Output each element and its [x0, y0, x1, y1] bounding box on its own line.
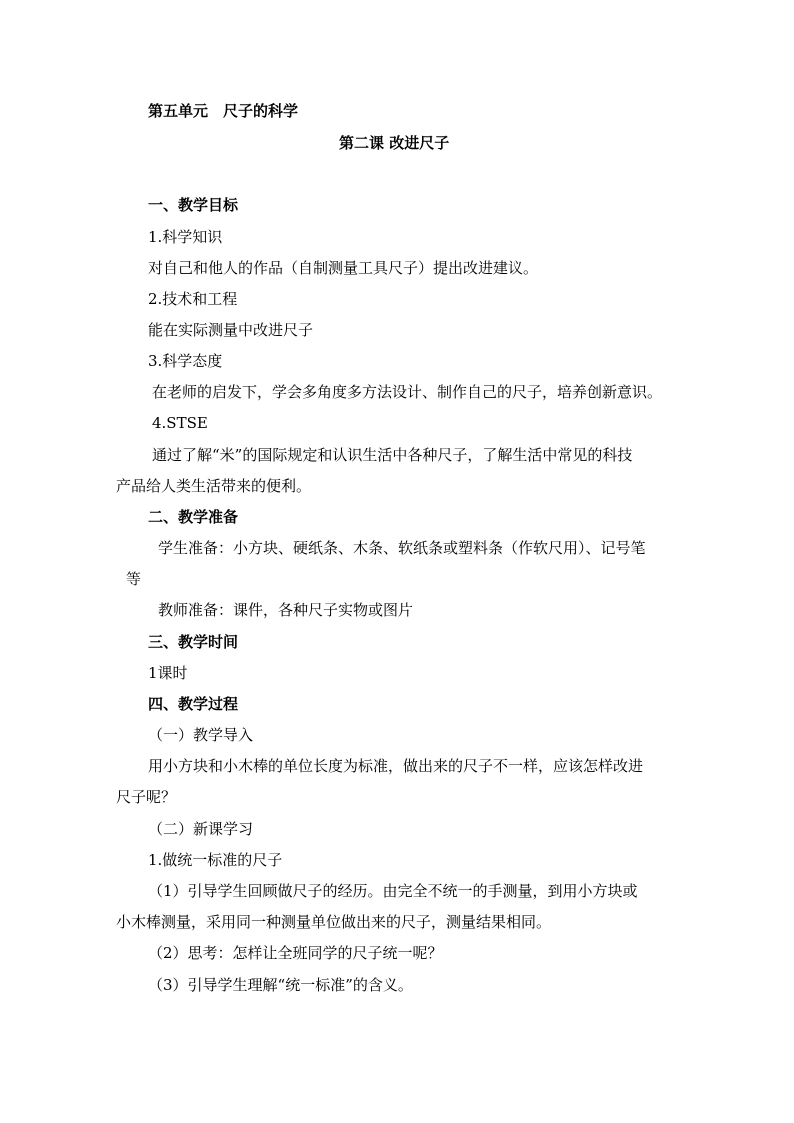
process-step1-p1-line1: （1）引导学生回顾做尺子的经历。由完全不统一的手测量，到用小方块或: [148, 882, 638, 900]
process-step1-p2: （2）思考：怎样让全班同学的尺子统一呢？: [148, 944, 443, 962]
unit-title: 第五单元 尺子的科学: [148, 102, 299, 120]
process-part1-line1: 用小方块和小木棒的单位长度为标准，做出来的尺子不一样，应该怎样改进: [148, 757, 644, 775]
section-heading-prep: 二、教学准备: [148, 508, 239, 526]
process-part1-title: （一）教学导入: [148, 726, 254, 744]
goal-item-1-text: 对自己和他人的作品（自制测量工具尺子）提出改进建议。: [148, 259, 539, 277]
goal-item-2-title: 2.技术和工程: [148, 290, 238, 308]
prep-student-line1: 学生准备：小方块、硬纸条、木条、软纸条或塑料条（作软尺用）、记号笔: [158, 539, 646, 557]
section-heading-time: 三、教学时间: [148, 633, 239, 651]
time-value: 1课时: [148, 664, 188, 682]
process-step1-p1-line2: 小木棒测量，采用同一种测量单位做出来的尺子，测量结果相同。: [116, 913, 552, 931]
goal-item-4-text-line2: 产品给人类生活带来的便利。: [116, 477, 312, 495]
goal-item-3-text: 在老师的启发下，学会多角度多方法设计、制作自己的尺子，培养创新意识。: [152, 383, 663, 401]
process-step1-title: 1.做统一标准的尺子: [148, 851, 283, 869]
goal-item-4-title: 4.STSE: [152, 414, 208, 432]
process-step1-p3: （3）引导学生理解“统一标准”的含义。: [148, 976, 413, 994]
goal-item-3-title: 3.科学态度: [148, 352, 223, 370]
goal-item-2-text: 能在实际测量中改进尺子: [148, 321, 314, 339]
goal-item-4-text-line1: 通过了解“米”的国际规定和认识生活中各种尺子，了解生活中常见的科技: [152, 446, 633, 464]
section-heading-goals: 一、教学目标: [148, 196, 239, 214]
process-part1-line2: 尺子呢？: [116, 788, 177, 806]
section-heading-process: 四、教学过程: [148, 695, 239, 713]
prep-teacher: 教师准备：课件，各种尺子实物或图片: [158, 601, 414, 619]
goal-item-1-title: 1.科学知识: [148, 228, 223, 246]
prep-student-line2: 等: [126, 570, 142, 588]
process-part2-title: （二）新课学习: [148, 820, 254, 838]
lesson-title: 第二课 改进尺子: [339, 134, 450, 152]
